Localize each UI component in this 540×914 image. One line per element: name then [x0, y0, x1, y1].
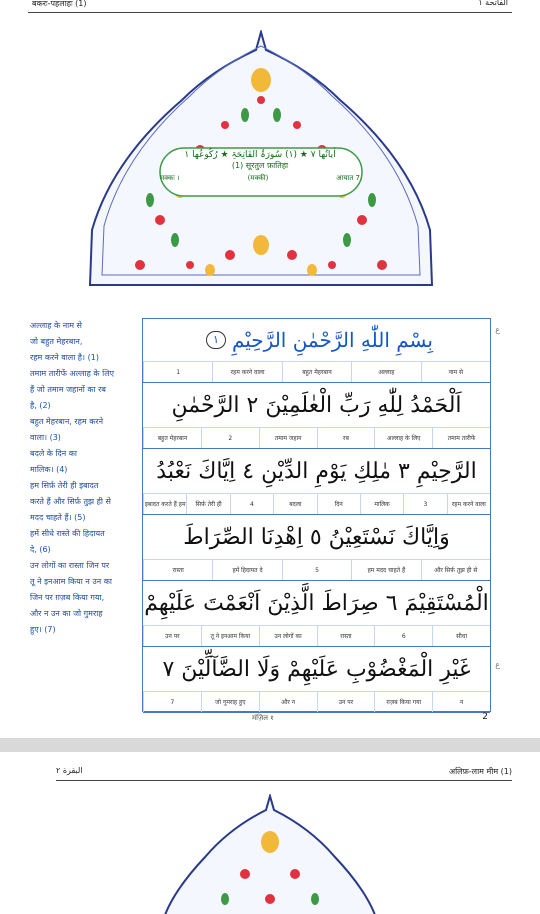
word-meaning-cell: उन पर: [143, 626, 201, 646]
word-meaning-cell: तू ने इनआम किया: [201, 626, 259, 646]
word-meaning-cell: 6: [374, 626, 432, 646]
arabic-verse-text: الرَّحِیْمِ ٣ مٰلِكِ یَوْمِ الدِّیْنِ ٤ اِیَّاكَ نَعْبُدُ: [156, 458, 477, 484]
dome-center-label: (मक्की): [247, 174, 269, 182]
page-number: 2: [482, 712, 488, 722]
word-meaning-cell: तमाम जहान: [259, 428, 317, 448]
word-meaning-cell: 1: [143, 362, 212, 382]
surah-arabic-title: اٰیاتُھا ٧ ★ (١) سُورَۃُ الفَاتِحَۃِ ★ رُکُوعُها ١: [184, 150, 336, 160]
page2-header: [56, 766, 512, 781]
word-meaning-cell: जो गुमराह हुए: [201, 692, 259, 712]
word-meaning-cell: अल्लाह: [351, 362, 420, 382]
translation-line: बहुत मेहरबान, रहम करने: [30, 417, 104, 426]
quran-page-2: [0, 752, 540, 900]
word-meaning-cell: हम मदद चाहते हैं: [351, 560, 420, 580]
page-separator: [0, 738, 540, 752]
arabic-verse-row: [143, 515, 490, 560]
translation-line: जिन पर ग़ज़ब किया गया,: [30, 593, 105, 602]
hindi-translation-column: [30, 318, 142, 638]
word-meaning-cell: उन लोगों का: [259, 626, 317, 646]
translation-line: अल्लाह के नाम से: [30, 321, 82, 330]
arabic-verse-row: [143, 647, 490, 692]
translation-line: दे, (6): [30, 545, 51, 554]
word-meaning-row: [143, 494, 490, 515]
word-meaning-cell: सिर्फ़ तेरी ही: [186, 494, 229, 514]
arabic-verse-text: اَلْحَمْدُ لِلّٰهِ رَبِّ الْعٰلَمِیْنَ ٢ الرَّحْمٰنِ: [171, 392, 462, 418]
word-meaning-cell: और सिर्फ़ तुझ ही से: [421, 560, 490, 580]
word-meaning-cell: रब: [317, 428, 375, 448]
word-meaning-cell: न: [432, 692, 490, 712]
page-header: [28, 0, 512, 13]
translation-line: उन लोगों का रास्ता जिन पर: [30, 561, 110, 570]
arabic-verse-row: [143, 383, 490, 428]
word-meaning-row: [143, 692, 490, 713]
surah-title-block: [160, 150, 360, 183]
word-meaning-cell: मालिक: [360, 494, 403, 514]
arabic-verse-row: [143, 581, 490, 626]
word-meaning-row: [143, 626, 490, 647]
arabic-verse-text: بِسْمِ اللّٰهِ الرَّحْمٰنِ الرَّحِیْمِ: [231, 328, 433, 352]
translation-line: हुए। (7): [30, 625, 56, 634]
translation-line: मदद चाहते हैं। (5): [30, 513, 86, 522]
arabic-text-grid: [142, 318, 491, 712]
word-meaning-cell: तमाम तारीफें: [432, 428, 490, 448]
word-meaning-cell: रास्ता: [143, 560, 212, 580]
translation-line: हैं जो तमाम जहानों का रब: [30, 385, 106, 394]
ayah-number-badge: ١: [206, 331, 226, 349]
word-meaning-cell: 3: [403, 494, 446, 514]
translation-line: हमें सीधे रास्ते की हिदायत: [30, 529, 105, 538]
arabic-verse-text: الْمُسْتَقِیْمَ ٦ صِرَاطَ الَّذِیْنَ اَنْعَمْتَ عَلَیْهِمْ: [144, 590, 489, 616]
arabic-verse-text: وَاِیَّاكَ نَسْتَعِیْنُ ٥ اِهْدِنَا الصِّرَاطَ: [183, 524, 450, 550]
arabic-verse-text: غَیْرِ الْمَغْضُوْبِ عَلَیْهِمْ وَلَا الضَّآلِّیْنَ ٧: [162, 656, 471, 682]
word-meaning-cell: 4: [230, 494, 273, 514]
word-meaning-cell: बदला: [273, 494, 316, 514]
word-meaning-cell: रहम करने वाला: [447, 494, 490, 514]
manzil-footer: मंज़िल १: [252, 714, 274, 722]
translation-line: और न उन का जो गुमराह: [30, 609, 103, 618]
word-meaning-cell: रहम करने वाला: [212, 362, 281, 382]
word-meaning-cell: हमें हिदायत दे: [212, 560, 281, 580]
word-meaning-cell: 2: [201, 428, 259, 448]
word-meaning-cell: इबादत करते हैं हम: [143, 494, 186, 514]
word-meaning-cell: 7: [143, 692, 201, 712]
translation-line: जो बहुत मेहरबान,: [30, 337, 83, 346]
header-left: बकरः-पहलाहः (1): [32, 0, 87, 8]
page2-header-right: अलिफ़-लाम मीम (1): [448, 767, 512, 776]
word-meaning-cell: सीधा: [432, 626, 490, 646]
page2-header-left: البقرة ٢: [56, 766, 83, 775]
ornamental-dome-illustration-2: [150, 794, 390, 914]
arabic-verse-row: [143, 319, 490, 362]
word-meaning-cell: 5: [282, 560, 351, 580]
translation-line: रहम करने वाला है। (1): [30, 353, 99, 362]
word-meaning-cell: रास्ता: [317, 626, 375, 646]
word-meaning-row: [143, 362, 490, 383]
word-meaning-cell: दिन: [317, 494, 360, 514]
translation-line: तमाम तारीफें अल्लाह के लिए: [30, 369, 115, 378]
word-meaning-cell: बहुत मेहरबान: [282, 362, 351, 382]
word-meaning-cell: नाम से: [421, 362, 490, 382]
translation-line: मालिक। (4): [30, 465, 68, 474]
translation-line: बदले के दिन का: [30, 449, 77, 458]
header-right: الفاتحة ١: [478, 0, 508, 7]
word-meaning-cell: और न: [259, 692, 317, 712]
translation-line: हम सिर्फ़ तेरी ही इबादत: [30, 481, 99, 490]
translation-line: करते हैं और सिर्फ़ तुझ ही से: [30, 497, 111, 506]
word-meaning-cell: बहुत मेहरबान: [143, 428, 201, 448]
translation-line: तू ने इनआम किया न उन का: [30, 577, 112, 586]
translation-line: वाला। (3): [30, 433, 61, 442]
ruku-marker-top: ع: [495, 325, 500, 334]
ruku-marker-bottom: ع: [495, 660, 500, 669]
surah-hindi-title: (1) सूरतुल फ़ातिहा: [231, 161, 289, 170]
arabic-verse-row: [143, 449, 490, 494]
translation-line: है, (2): [30, 401, 51, 410]
dome-right-label: आयात 7: [336, 174, 360, 182]
word-meaning-cell: ग़ज़ब किया गया: [374, 692, 432, 712]
dome-left-label: मक्कः ।: [160, 174, 180, 182]
word-meaning-cell: उन पर: [317, 692, 375, 712]
word-meaning-row: [143, 428, 490, 449]
word-meaning-row: [143, 560, 490, 581]
word-meaning-cell: अल्लाह के लिए: [374, 428, 432, 448]
